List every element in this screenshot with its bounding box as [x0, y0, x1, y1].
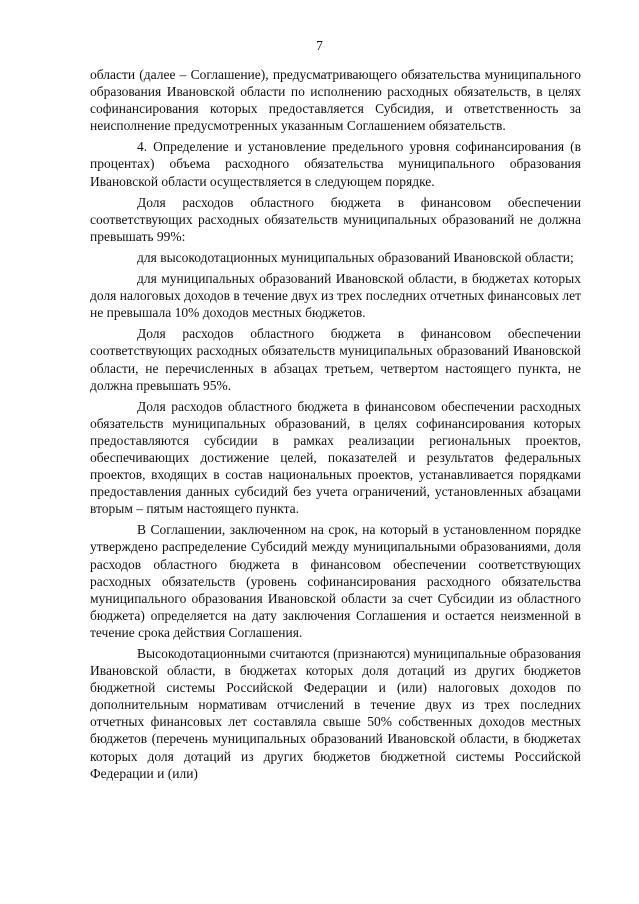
paragraph-tax-share: для муниципальных образований Ивановской области, в бюджетах которых доля налоговых доходов в течение двух из трех последних отчетных финансовых лет не превышала 10% доходов местных бюджетов. [90, 271, 581, 321]
paragraph-regional-projects: Доля расходов областного бюджета в финансовом обеспечении расходных обязательств муниципальных образований, в целях софинансирования которых предоставляются субсидии в рамках реализации региональных проектов, обеспечивающих достижение целей, показателей и результатов федеральных проектов, входящих в состав национальных проектов, устанавливается порядками предоставления данных субсидий без учета ограничений, установленных абзацами вторым – пятым настоящего пункта. [90, 398, 581, 517]
paragraph-high-subsidy: для высокодотационных муниципальных образований Ивановской области; [137, 249, 574, 265]
paragraph-agreement-term: В Соглашении, заключенном на срок, на который в установленном порядке утверждено распределение Субсидий между муниципальными образованиями, доля расходов областного бюджета в финансовом обеспечении соответствующих расходных обязательств (уровень софинансирования расходного обязательства муниципального образования Ивановской области за счет Субсидии из областного бюджета) определяется на дату заключения Соглашения и остается неизменной в течение срока действия Соглашения. [90, 522, 581, 640]
page-number: 7 [316, 38, 323, 53]
paragraph-high-subsidy-definition: Высокодотационными считаются (признаются) муниципальные образования Ивановской области, в бюджетах которых доля дотаций из других бюджетов бюджетной системы Российской Федерации и (или) налоговых доходов по дополнительным нормативам отчислений в течение двух из трех последних отчетных финансовых лет составляла свыше 50% собственных доходов местных бюджетов (перечень муниципальных образований Ивановской области, в бюджетах которых доля дотаций из других бюджетов бюджетной системы Российской Федерации и (или) [90, 646, 581, 781]
paragraph-share-99: Доля расходов областного бюджета в финансовом обеспечении соответствующих расходных обязательств муниципальных образований не должна превышать 99%: [90, 194, 581, 244]
document-body [90, 66, 581, 786]
paragraph-share-95: Доля расходов областного бюджета в финансовом обеспечении соответствующих расходных обязательств муниципальных образований Ивановской области, не перечисленных в абзацах третьем, четвертом настоящего пункта, не должна превышать 95%. [90, 326, 581, 393]
paragraph-continuation: области (далее – Соглашение), предусматривающего обязательства муниципального образования Ивановской области по исполнению расходных обязательств, в целях софинансирования которых предоставляется Субсидия, и ответственность за неисполнение предусмотренных указанным Соглашением обязательств. [90, 67, 581, 134]
paragraph-item-4: 4. Определение и установление предельного уровня софинансирования (в процентах) объема расходного обязательства муниципального образования Ивановской области осуществляется в следующем порядке. [90, 139, 581, 189]
